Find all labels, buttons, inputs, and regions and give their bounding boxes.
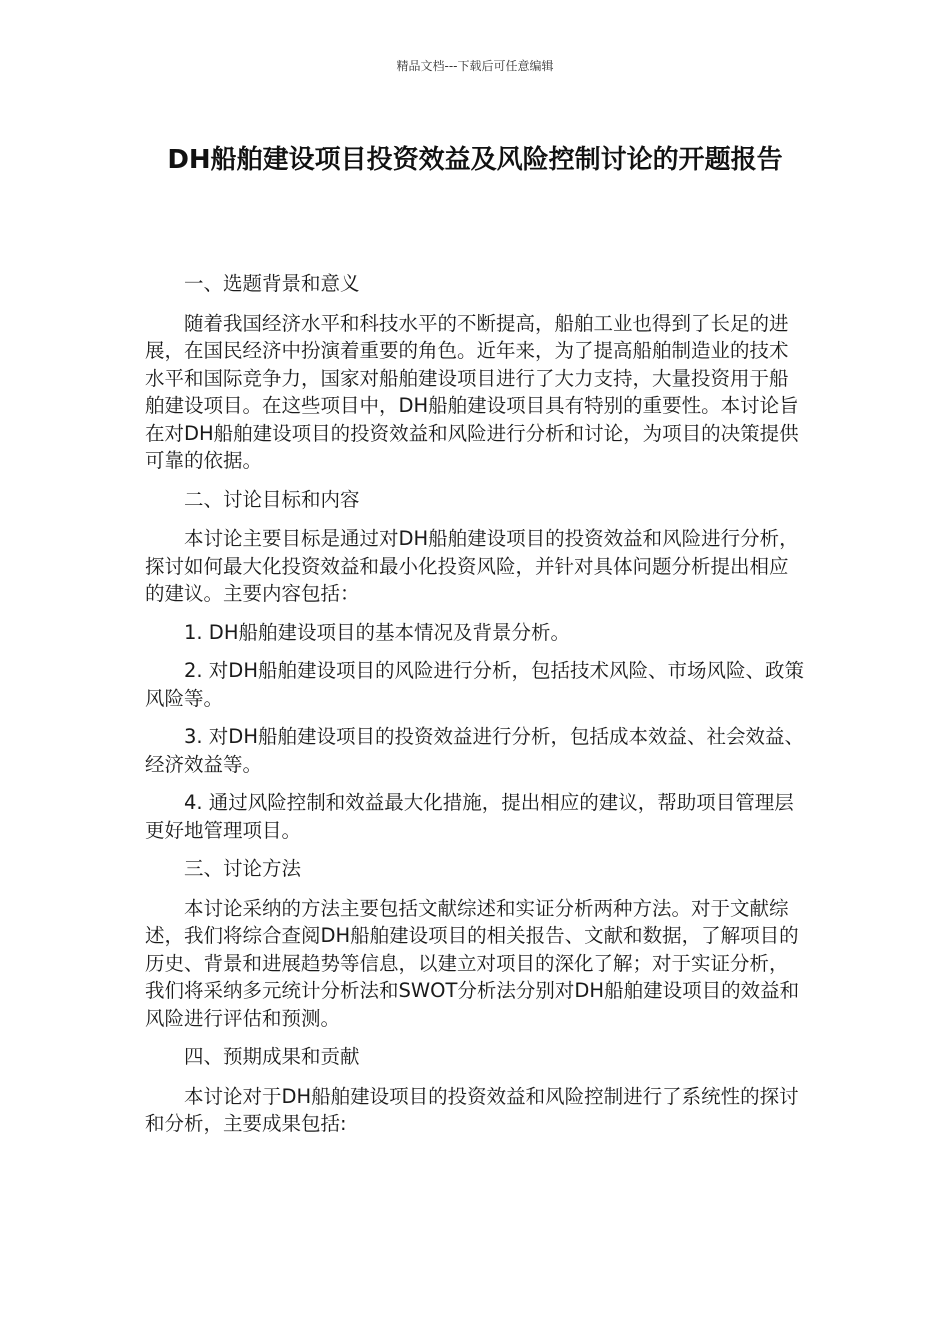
document-title: DH船舶建设项目投资效益及风险控制讨论的开题报告: [167, 145, 783, 175]
list-item-4: 4. 通过风险控制和效益最大化措施，提出相应的建议，帮助项目管理层更好地管理项目。: [145, 791, 794, 842]
document-body: [145, 270, 807, 1149]
list-item-1: 1. DH船舶建设项目的基本情况及背景分析。: [184, 620, 570, 644]
section-heading-outcomes: 四、预期成果和贡献: [184, 1045, 360, 1068]
section-heading-methods: 三、讨论方法: [184, 857, 302, 880]
list-item-2: 2. 对DH船舶建设项目的风险进行分析，包括技术风险、市场风险、政策风险等。: [145, 659, 804, 710]
paragraph-outcomes: 本讨论对于DH船舶建设项目的投资效益和风险控制进行了系统性的探讨和分析，主要成果包括:: [145, 1084, 799, 1135]
paragraph-objectives: 本讨论主要目标是通过对DH船舶建设项目的投资效益和风险进行分析，探讨如何最大化投资效益和最小化投资风险，并针对具体问题分析提出相应的建议。主要内容包括：: [145, 527, 799, 605]
list-item-3: 3. 对DH船舶建设项目的投资效益进行分析，包括成本效益、社会效益、经济效益等。: [145, 725, 804, 776]
section-heading-objectives: 二、讨论目标和内容: [184, 487, 360, 511]
section-heading-background: 一、选题背景和意义: [184, 272, 360, 295]
paragraph-background: 随着我国经济水平和科技水平的不断提高，船舶工业也得到了长足的进展，在国民经济中扮演着重要的角色。近年来，为了提高船舶制造业的技术水平和国际竞争力，国家对船舶建设项目进行了大力支持，大量投资用于船舶建设项目。在这些项目中，DH船舶建设项目具有特别的重要性。本讨论旨在对DH船舶建设项目的投资效益和风险进行分析和讨论，为项目的决策提供可靠的依据。: [145, 311, 799, 472]
paragraph-methods: 本讨论采纳的方法主要包括文献综述和实证分析两种方法。对于文献综述，我们将综合查阅DH船舶建设项目的相关报告、文献和数据，了解项目的历史、背景和进展趋势等信息，以建立对项目的深化了解；对于实证分析，我们将采纳多元统计分析法和SWOT分析法分别对DH船舶建设项目的效益和风险进行评估和预测。: [145, 896, 800, 1030]
page-header-watermark: 精品文档---下载后可任意编辑: [396, 59, 554, 73]
